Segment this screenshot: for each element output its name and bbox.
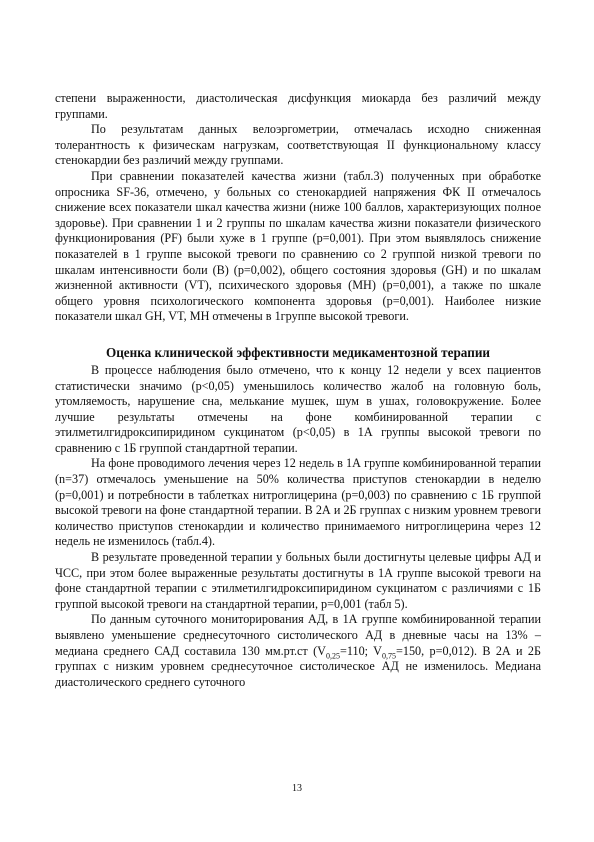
section-heading: Оценка клинической эффективности медикаментозной терапии xyxy=(105,344,491,360)
paragraph-3: При сравнении показателей качества жизни (табл.3) полученных при обработке опросника SF-36, отмечено, у больных со стенокардией напряжения ФК II отмечалось снижение всех показатели шкал качества жизни (ниже 100 баллов, характеризующих полное здоровье). При сравнении 1 и 2 группы по шкалам качества жизни показатели физического функционирования (PF) были хуже в 1 группе (р=0,001). При этом выявлялось снижение показателей в 1 группе высокой тревоги по сравнению со 2 группой низкой тревоги по шкалам интенсивности боли (B) (р=0,002), общего состояния здоровья (GH) и по шкалам жизненной активности (VT), психического здоровья (MH) (р=0,001), а также по шкале общего уровня психологического компонента здоровья (р=0,001). Наиболее низкие показатели шкал GH, VT, MH отмечены в 1группе высокой тревоги. xyxy=(55,168,541,324)
paragraph-7-part-3: =150, р=0,012). В 2А и 2Б группах с низким уровнем среднесуточное систолическое АД не изменилось. Медиана диастолического среднего суточного xyxy=(55,643,541,689)
document-page xyxy=(55,91,541,690)
subscript-v025: 0,25 xyxy=(325,651,340,661)
paragraph-2: По результатам данных велоэргометрии, отмечалась исходно сниженная толерантность к физическам нагрузкам, соответствующая II функциональному классу стенокардии без различий между группами. xyxy=(55,122,541,168)
paragraph-7-part-2: =110; V xyxy=(339,643,382,658)
paragraph-6: В результате проведенной терапии у больных были достигнуты целевые цифры АД и ЧСС, при этом более выраженные результаты достигнуты в 1А группе высокой тревоги на фоне стандартной терапии с этилметилгидроксипиридином сукцинатом с различиями с 1Б группой высокой тревоги на стандартной терапии, р=0,001 (табл 5). xyxy=(55,550,541,611)
paragraph-7-part-1: По данным суточного мониторирования АД, в 1А группе комбинированной терапии выявлено уменьшение среднесуточного систолического АД в дневные часы на 13% – медиана среднего САД составила 130 мм.рт.ст (V xyxy=(55,612,541,658)
paragraph-7 xyxy=(55,612,541,690)
subscript-v075: 0,75 xyxy=(381,651,396,661)
paragraph-5: На фоне проводимого лечения через 12 недель в 1А группе комбинированной терапии (n=37) отмечалось уменьшение на 50% количества приступов стенокардии в неделю (р=0,001) и потребности в таблетках нитроглицерина (р=0,003) по сравнению с 1Б группой высокой тревоги на фоне стандартной терапии. В 2А и 2Б группах с низким уровнем тревоги количество приступов стенокардии и количество принимаемого нитроглицерина через 12 недель не изменилось (табл.4). xyxy=(55,456,541,549)
paragraph-1: степени выраженности, диастолическая дисфункция миокарда без различий между группами. xyxy=(55,91,541,121)
page-number: 13 xyxy=(292,783,302,794)
paragraph-4: В процессе наблюдения было отмечено, что к концу 12 недели у всех пациентов статистически значимо (р<0,05) уменьшилось количество жалоб на головную боль, утомляемость, нарушение сна, мелькание мушек, шум в ушах, головокружение. Более лучшие результаты отмечены на фоне комбинированной терапии с этилметилгидроксипиридином сукцинатом (р<0,05) в 1А группы высокой тревоги по сравнению с 1Б группой стандартной терапии. xyxy=(55,362,541,455)
